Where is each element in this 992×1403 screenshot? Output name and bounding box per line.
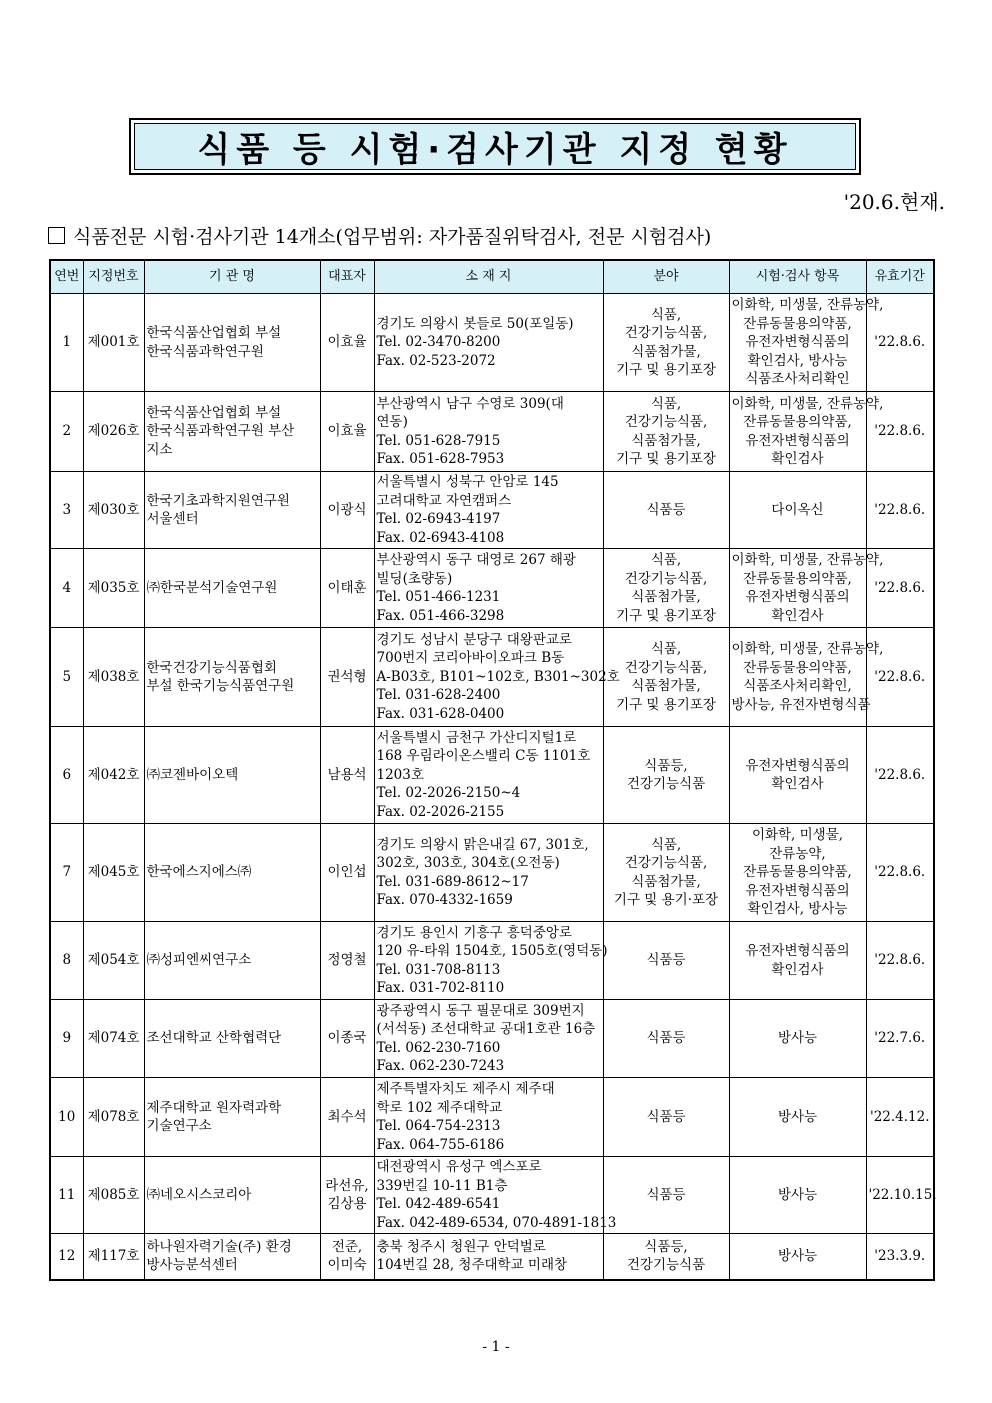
cell-reg: 제042호 bbox=[83, 727, 144, 824]
cell-field-line: 식품, bbox=[650, 552, 682, 568]
cell-name bbox=[144, 824, 320, 922]
cell-address-line: 제주특별자치도 제주시 제주대 bbox=[376, 1081, 555, 1097]
cell-items-line: 유전자변형식품의 bbox=[745, 757, 850, 774]
cell-address-line: 연동) bbox=[376, 414, 408, 430]
cell-address-line: 경기도 의왕시 봇들로 50(포일동) bbox=[376, 315, 574, 332]
cell-address bbox=[374, 727, 603, 824]
cell-field-line: 건강기능식품, bbox=[624, 414, 708, 430]
cell-items-line: 다이옥신 bbox=[771, 501, 824, 518]
table-row bbox=[50, 472, 934, 549]
cell-reg: 제045호 bbox=[83, 824, 144, 922]
cell-rep-line: 최수석 bbox=[327, 1108, 367, 1125]
cell-valid: '22.10.15. bbox=[866, 1157, 934, 1234]
cell-field-line: 식품등, bbox=[644, 757, 688, 774]
cell-rep bbox=[320, 628, 374, 727]
cell-rep-line: 이태훈 bbox=[327, 579, 367, 596]
section-heading bbox=[48, 222, 711, 249]
cell-address-line: (서석동) 조선대학교 공대1호관 16층 bbox=[376, 1021, 596, 1037]
cell-items-line: 식품조사처리확인 bbox=[745, 371, 850, 388]
cell-field-line: 식품첨가물, bbox=[631, 432, 701, 449]
table-row bbox=[50, 1078, 934, 1157]
cell-field-line: 식품첨가물, bbox=[631, 678, 701, 694]
cell-address-line: Tel. 064-754-2313 bbox=[376, 1118, 501, 1134]
cell-address-line: 학로 102 제주대학교 bbox=[376, 1099, 503, 1116]
cell-name-line: 서울센터 bbox=[146, 511, 199, 527]
cell-no: 1 bbox=[50, 294, 83, 392]
cell-items bbox=[729, 392, 884, 472]
cell-items-line: 이화학, 미생물, bbox=[751, 827, 844, 844]
section-heading-text: 식품전문 시험·검사기관 14개소(업무범위: 자가품질위탁검사, 전문 시험검사) bbox=[73, 226, 712, 248]
cell-address bbox=[374, 549, 603, 628]
cell-field bbox=[603, 727, 729, 824]
cell-address-line: Fax. 070-4332-1659 bbox=[376, 892, 513, 908]
cell-field-line: 기구 및 용기포장 bbox=[616, 607, 716, 624]
cell-items-line: 확인검사, 방사능 bbox=[747, 901, 848, 918]
cell-address bbox=[374, 472, 603, 549]
cell-items bbox=[729, 1157, 866, 1234]
cell-field-line: 식품등 bbox=[646, 952, 686, 969]
cell-address-line: 대전광역시 유성구 엑스포로 bbox=[376, 1159, 542, 1175]
cell-field-line: 식품첨가물, bbox=[631, 589, 701, 605]
cell-items-line: 확인검사, 방사능 bbox=[747, 352, 848, 369]
cell-field-line: 식품등 bbox=[646, 1186, 686, 1203]
cell-valid: '23.3.9. bbox=[866, 1234, 934, 1280]
cell-field bbox=[603, 472, 729, 549]
cell-address-line: Fax. 02-6943-4108 bbox=[376, 529, 505, 546]
cell-field-line: 식품첨가물, bbox=[631, 873, 701, 890]
cell-items-line: 확인검사 bbox=[771, 776, 824, 792]
cell-reg: 제038호 bbox=[83, 628, 144, 727]
header-items: 시험·검사 항목 bbox=[729, 260, 866, 294]
table-row bbox=[50, 392, 934, 472]
cell-name-line: 한국기초과학지원연구원 bbox=[146, 492, 290, 509]
cell-field-line: 기구 및 용기포장 bbox=[616, 696, 716, 713]
cell-valid: '22.8.6. bbox=[866, 472, 934, 549]
cell-items bbox=[729, 549, 884, 628]
cell-valid: '22.8.6. bbox=[866, 549, 934, 628]
cell-name bbox=[144, 1157, 320, 1234]
cell-address-line: Fax. 051-628-7953 bbox=[376, 451, 505, 467]
cell-items-line: 유전자변형식품의 bbox=[745, 589, 850, 605]
cell-items bbox=[729, 824, 866, 922]
cell-rep bbox=[320, 1157, 374, 1234]
cell-no: 7 bbox=[50, 824, 83, 922]
cell-field-line: 식품등 bbox=[646, 1030, 686, 1047]
cell-address-line: 빌딩(초량동) bbox=[376, 570, 453, 587]
cell-items bbox=[729, 727, 866, 824]
cell-items-line: 이화학, 미생물, 잔류농약, bbox=[731, 297, 884, 314]
cell-valid: '22.8.6. bbox=[866, 727, 934, 824]
cell-no: 5 bbox=[50, 628, 83, 727]
cell-reg: 제054호 bbox=[83, 922, 144, 1000]
cell-name bbox=[144, 1000, 320, 1078]
cell-rep bbox=[320, 1234, 374, 1280]
cell-address bbox=[374, 294, 603, 392]
table-row bbox=[50, 294, 934, 392]
cell-valid: '22.8.6. bbox=[866, 824, 934, 922]
cell-name-line: 한국에스지에스㈜ bbox=[146, 864, 252, 881]
cell-field-line: 식품등 bbox=[646, 1108, 686, 1125]
cell-address-line: Tel. 051-466-1231 bbox=[376, 589, 501, 605]
cell-no: 6 bbox=[50, 727, 83, 824]
cell-address-line: Tel. 02-3470-8200 bbox=[376, 334, 501, 351]
cell-rep-line: 이종국 bbox=[327, 1030, 367, 1047]
cell-field bbox=[603, 824, 729, 922]
cell-name-line: 부설 한국기능식품연구원 bbox=[146, 678, 295, 694]
cell-address-line: 서울특별시 성북구 안암로 145 bbox=[376, 474, 559, 490]
cell-items bbox=[729, 1078, 866, 1157]
cell-items-line: 방사능 bbox=[777, 1248, 818, 1264]
cell-items-line: 유전자변형식품의 bbox=[745, 432, 850, 449]
header-valid: 유효기간 bbox=[866, 260, 934, 294]
cell-address bbox=[374, 1000, 603, 1078]
cell-rep bbox=[320, 1078, 374, 1157]
cell-field-line: 식품첨가물, bbox=[631, 343, 701, 360]
cell-items bbox=[729, 1000, 866, 1078]
cell-address bbox=[374, 1078, 603, 1157]
cell-address bbox=[374, 392, 603, 472]
cell-address-line: Fax. 062-230-7243 bbox=[376, 1058, 505, 1074]
cell-address-line: Fax. 031-702-8110 bbox=[376, 980, 505, 996]
cell-name bbox=[144, 727, 320, 824]
cell-name-line: ㈜네오시스코리아 bbox=[146, 1186, 252, 1203]
cell-no: 4 bbox=[50, 549, 83, 628]
table-row bbox=[50, 628, 934, 727]
cell-name bbox=[144, 1234, 320, 1280]
cell-address-line: Fax. 064-755-6186 bbox=[376, 1136, 505, 1153]
cell-name-line: 방사능분석센터 bbox=[146, 1257, 238, 1274]
cell-no: 3 bbox=[50, 472, 83, 549]
header-field: 분야 bbox=[603, 260, 729, 294]
cell-name-line: 하나원자력기술(주) 환경 bbox=[146, 1238, 292, 1255]
cell-address-line: Fax. 051-466-3298 bbox=[376, 607, 505, 624]
cell-name bbox=[144, 472, 320, 549]
cell-address-line: 168 우림라이온스밸리 C동 1101호 bbox=[376, 748, 591, 765]
cell-address-line: 339번길 10-11 B1층 bbox=[376, 1177, 508, 1194]
cell-valid: '22.8.6. bbox=[866, 922, 934, 1000]
cell-rep bbox=[320, 392, 374, 472]
cell-field-line: 기구 및 용기포장 bbox=[616, 362, 716, 378]
cell-rep bbox=[320, 922, 374, 1000]
cell-valid: '22.7.6. bbox=[866, 1000, 934, 1078]
cell-items-line: 잔류동물용의약품, bbox=[743, 864, 852, 881]
table-row bbox=[50, 1234, 934, 1280]
cell-items-line: 유전자변형식품의 bbox=[745, 882, 850, 899]
cell-address-line: Tel. 042-489-6541 bbox=[376, 1196, 501, 1212]
cell-address-line: 104번길 28, 청주대학교 미래창 bbox=[376, 1257, 568, 1274]
cell-address-line: A-B03호, B101~102호, B301~302호 bbox=[376, 668, 620, 685]
cell-address-line: Fax. 042-489-6534, 070-4891-1813 bbox=[376, 1214, 617, 1231]
cell-reg: 제078호 bbox=[83, 1078, 144, 1157]
cell-address bbox=[374, 824, 603, 922]
title-box bbox=[129, 118, 861, 175]
cell-field bbox=[603, 549, 729, 628]
cell-rep bbox=[320, 472, 374, 549]
cell-name bbox=[144, 922, 320, 1000]
header-name: 기 관 명 bbox=[144, 260, 320, 294]
cell-name-line: 한국건강기능식품협회 bbox=[146, 659, 277, 676]
cell-address-line: Tel. 031-689-8612~17 bbox=[376, 873, 529, 890]
cell-address-line: 경기도 의왕시 맑은내길 67, 301호, bbox=[376, 836, 589, 853]
cell-address-line: 경기도 용인시 기흥구 흥덕중앙로 bbox=[376, 924, 572, 941]
cell-no: 11 bbox=[50, 1157, 83, 1234]
cell-items-line: 확인검사 bbox=[771, 451, 824, 467]
cell-items-line: 유전자변형식품의 bbox=[745, 943, 850, 959]
cell-field-line: 건강기능식품, bbox=[624, 659, 708, 676]
cell-name bbox=[144, 628, 320, 727]
cell-rep bbox=[320, 727, 374, 824]
cell-address-line: 서울특별시 금천구 가산디지털1로 bbox=[376, 729, 577, 746]
cell-address-line: 충북 청주시 청원구 안덕벌로 bbox=[376, 1238, 546, 1255]
table-row bbox=[50, 1157, 934, 1234]
cell-items-line: 방사능 bbox=[777, 1186, 818, 1203]
cell-address bbox=[374, 1157, 617, 1234]
table-row bbox=[50, 824, 934, 922]
cell-reg: 제030호 bbox=[83, 472, 144, 549]
cell-address-line: Tel. 031-628-2400 bbox=[376, 687, 501, 704]
cell-field-line: 식품등, bbox=[644, 1238, 688, 1255]
table-row bbox=[50, 549, 934, 628]
cell-rep-line: 이효율 bbox=[327, 423, 367, 440]
cell-name-line: ㈜성피엔씨연구소 bbox=[146, 952, 252, 969]
cell-field-line: 식품, bbox=[650, 306, 682, 323]
cell-items bbox=[729, 294, 884, 392]
cell-rep-line: 이인섭 bbox=[327, 864, 367, 881]
cell-name-line: ㈜코젠바이오텍 bbox=[146, 766, 239, 783]
page-title: 식품 등 시험·검사기관 지정 현황 bbox=[134, 123, 856, 170]
cell-name-line: 한국식품과학연구원 bbox=[146, 343, 264, 360]
cell-field-line: 건강기능식품, bbox=[624, 855, 708, 871]
cell-rep-line: 김상용 bbox=[327, 1196, 367, 1212]
cell-items-line: 방사능 bbox=[777, 1108, 818, 1125]
cell-reg: 제117호 bbox=[83, 1234, 144, 1280]
cell-items-line: 잔류동물용의약품, bbox=[743, 659, 852, 676]
cell-address-line: 302호, 303호, 304호(오전동) bbox=[376, 855, 560, 871]
cell-items bbox=[729, 628, 884, 727]
cell-items-line: 이화학, 미생물, 잔류농약, bbox=[731, 395, 884, 412]
cell-rep-line: 정영철 bbox=[327, 952, 367, 969]
cell-items-line: 방사능 bbox=[777, 1030, 818, 1047]
cell-items bbox=[729, 472, 866, 549]
cell-address-line: 700번지 코리아바이오파크 B동 bbox=[376, 650, 565, 667]
cell-field bbox=[603, 1078, 729, 1157]
header-address: 소 재 지 bbox=[374, 260, 603, 294]
cell-address-line: 경기도 성남시 분당구 대왕판교로 bbox=[376, 631, 572, 648]
cell-no: 12 bbox=[50, 1234, 83, 1280]
cell-no: 2 bbox=[50, 392, 83, 472]
cell-address-line: Tel. 02-6943-4197 bbox=[376, 511, 501, 527]
cell-address-line: Fax. 031-628-0400 bbox=[376, 705, 505, 722]
cell-rep-line: 이광식 bbox=[327, 501, 367, 518]
cell-rep-line: 이미숙 bbox=[327, 1257, 367, 1274]
cell-items bbox=[729, 1234, 866, 1280]
table-row bbox=[50, 727, 934, 824]
page-number: - 1 - bbox=[482, 1339, 510, 1355]
header-reg: 지정번호 bbox=[83, 260, 144, 294]
header-no: 연번 bbox=[50, 260, 83, 294]
cell-name-line: 한국식품과학연구원 부산 bbox=[146, 423, 295, 440]
cell-name-line: 제주대학교 원자력과학 bbox=[146, 1099, 282, 1116]
cell-name-line: 조선대학교 산학협력단 bbox=[146, 1030, 282, 1047]
cell-address-line: 120 유-타워 1504호, 1505호(영덕동) bbox=[376, 943, 608, 959]
cell-reg: 제026호 bbox=[83, 392, 144, 472]
cell-valid: '22.8.6. bbox=[866, 294, 934, 392]
cell-address-line: 광주광역시 동구 필문대로 309번지 bbox=[376, 1002, 585, 1019]
institution-table bbox=[49, 259, 935, 1281]
cell-rep-line: 전준, bbox=[331, 1238, 363, 1255]
cell-field-line: 건강기능식품, bbox=[624, 570, 708, 587]
cell-address-line: 1203호 bbox=[376, 766, 424, 783]
cell-rep bbox=[320, 824, 374, 922]
cell-field-line: 건강기능식품 bbox=[626, 1257, 706, 1274]
cell-items-line: 잔류농약, bbox=[769, 845, 826, 862]
cell-items-line: 잔류동물용의약품, bbox=[743, 315, 852, 332]
cell-items bbox=[729, 922, 866, 1000]
cell-field bbox=[603, 628, 729, 727]
cell-reg: 제085호 bbox=[83, 1157, 144, 1234]
cell-name bbox=[144, 392, 320, 472]
cell-items-line: 이화학, 미생물, 잔류농약, bbox=[731, 641, 884, 657]
cell-items-line: 식품조사처리확인, bbox=[743, 678, 852, 694]
header-rep: 대표자 bbox=[320, 260, 374, 294]
cell-name bbox=[144, 1078, 320, 1157]
cell-valid: '22.8.6. bbox=[866, 392, 934, 472]
cell-rep bbox=[320, 1000, 374, 1078]
cell-field-line: 건강기능식품 bbox=[626, 776, 706, 792]
cell-rep-line: 권석형 bbox=[327, 668, 367, 685]
cell-items-line: 잔류동물용의약품, bbox=[743, 570, 852, 587]
cell-field-line: 기구 및 용기·포장 bbox=[613, 892, 719, 908]
cell-address-line: 고려대학교 자연캠퍼스 bbox=[376, 492, 512, 509]
cell-name-line: 한국식품산업협회 부설 bbox=[146, 404, 282, 421]
cell-field-line: 식품, bbox=[650, 836, 682, 853]
cell-rep-line: 라선유, bbox=[325, 1177, 369, 1194]
cell-field bbox=[603, 1234, 729, 1280]
cell-address bbox=[374, 1234, 603, 1280]
cell-no: 10 bbox=[50, 1078, 83, 1157]
cell-rep bbox=[320, 549, 374, 628]
cell-field bbox=[603, 392, 729, 472]
cell-valid: '22.4.12. bbox=[866, 1078, 934, 1157]
cell-address-line: 부산광역시 남구 수영로 309(대 bbox=[376, 395, 564, 412]
cell-address-line: Fax. 02-2026-2155 bbox=[376, 803, 505, 820]
cell-field-line: 건강기능식품, bbox=[624, 325, 708, 341]
cell-field-line: 기구 및 용기포장 bbox=[616, 451, 716, 467]
cell-items-line: 방사능, 유전자변형식품 bbox=[731, 696, 871, 713]
cell-field-line: 식품, bbox=[650, 395, 682, 412]
cell-rep-line: 남용석 bbox=[327, 766, 367, 783]
cell-valid: '22.8.6. bbox=[866, 628, 934, 727]
cell-field-line: 식품등 bbox=[646, 501, 686, 518]
cell-field bbox=[603, 922, 729, 1000]
table-row bbox=[50, 1000, 934, 1078]
cell-name-line: ㈜한국분석기술연구원 bbox=[146, 579, 278, 596]
cell-name-line: 지소 bbox=[146, 441, 173, 458]
cell-items-line: 확인검사 bbox=[771, 607, 824, 624]
cell-items-line: 확인검사 bbox=[771, 961, 824, 978]
cell-items-line: 유전자변형식품의 bbox=[745, 334, 850, 351]
table-row bbox=[50, 922, 934, 1000]
cell-address bbox=[374, 922, 608, 1000]
cell-items-line: 잔류동물용의약품, bbox=[743, 414, 852, 430]
cell-field-line: 식품, bbox=[650, 641, 682, 657]
cell-name bbox=[144, 549, 320, 628]
cell-reg: 제035호 bbox=[83, 549, 144, 628]
cell-name bbox=[144, 294, 320, 392]
cell-name-line: 기술연구소 bbox=[146, 1118, 212, 1134]
as-of-date: '20.6.현재. bbox=[843, 190, 945, 214]
cell-address-line: Fax. 02-523-2072 bbox=[376, 352, 496, 369]
table-header-row bbox=[50, 260, 934, 294]
cell-rep-line: 이효율 bbox=[327, 334, 367, 351]
cell-no: 8 bbox=[50, 922, 83, 1000]
cell-reg: 제074호 bbox=[83, 1000, 144, 1078]
cell-address-line: Tel. 051-628-7915 bbox=[376, 432, 501, 449]
cell-no: 9 bbox=[50, 1000, 83, 1078]
cell-rep bbox=[320, 294, 374, 392]
cell-field bbox=[603, 294, 729, 392]
cell-name-line: 한국식품산업협회 부설 bbox=[146, 325, 282, 341]
cell-address-line: Tel. 062-230-7160 bbox=[376, 1039, 501, 1056]
cell-field bbox=[603, 1157, 729, 1234]
checkbox-bullet-icon bbox=[48, 227, 65, 244]
cell-address-line: 부산광역시 동구 대영로 267 해광 bbox=[376, 552, 576, 568]
cell-address-line: Tel. 02-2026-2150~4 bbox=[376, 785, 521, 802]
cell-reg: 제001호 bbox=[83, 294, 144, 392]
cell-address-line: Tel. 031-708-8113 bbox=[376, 961, 501, 978]
cell-items-line: 이화학, 미생물, 잔류농약, bbox=[731, 552, 884, 568]
cell-address bbox=[374, 628, 620, 727]
cell-field bbox=[603, 1000, 729, 1078]
